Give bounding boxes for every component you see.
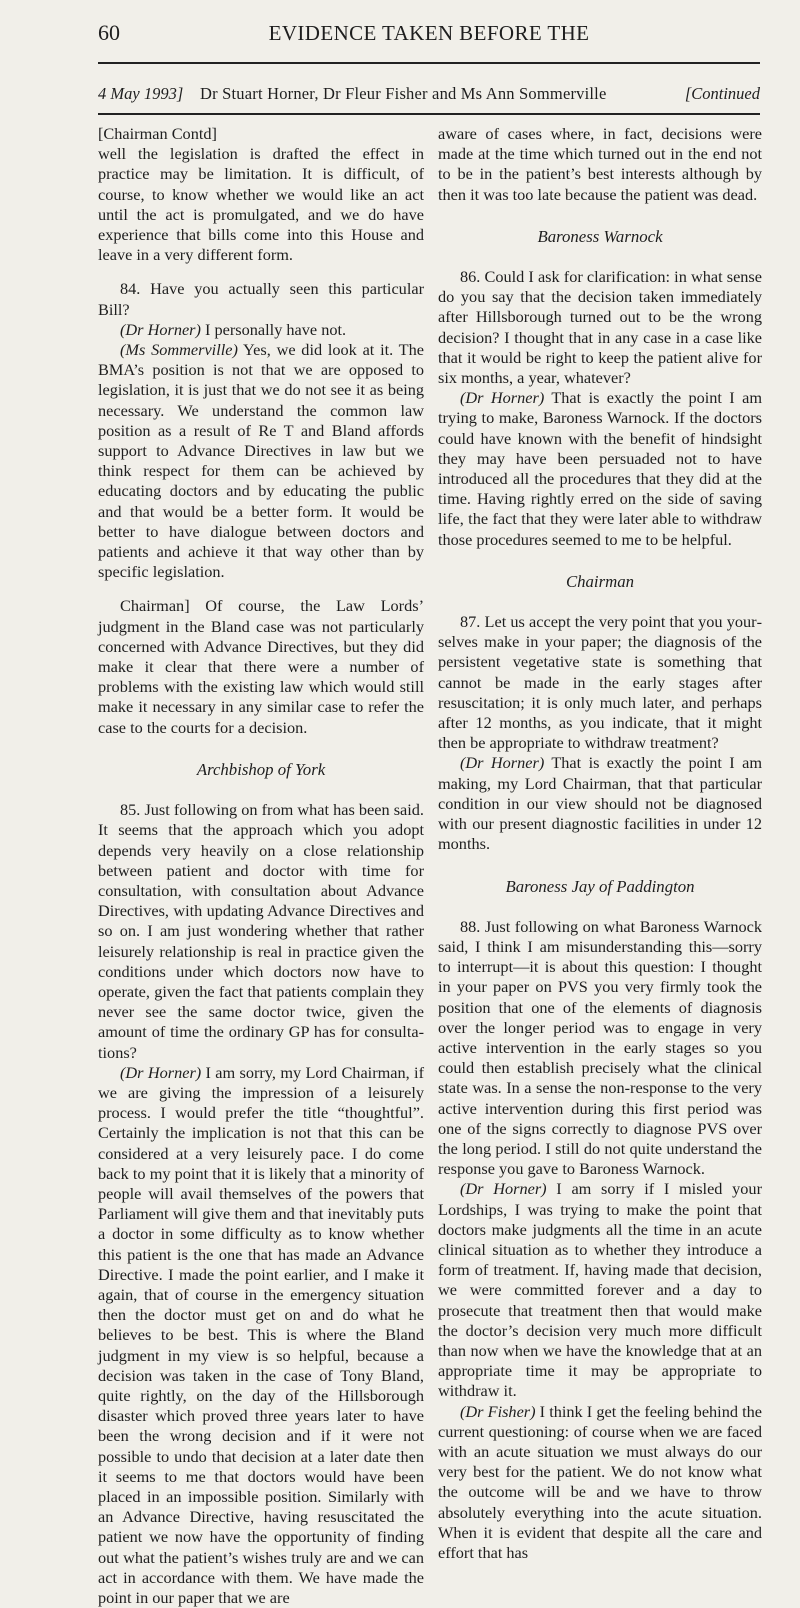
speaker-heading: Chairman (565, 571, 635, 591)
speaker-heading: Archbishop of York (196, 759, 326, 779)
question-84: 84. Have you actually seen this particular Bill? (98, 279, 424, 319)
speaker-label: (Dr Horner) (460, 388, 545, 408)
question-85: 85. Just following on from what has been said. It seems that the approach which you adopt depends very heavily on a close relationship between patient and doctor with time for consultation, with consultation about Advance Directives, with updating Advance Directives and so on. I am just wondering whether that rather leisurely relationship is real in practice given the conditions under which doctors now have to operate, given the fact that patients complain they never see the same doctor twice, given the amount of time the ordinary GP has for consultations? (98, 800, 424, 1062)
speaker-label: (Dr Horner) (460, 753, 545, 773)
chairman-remark: Chairman] Of course, the Law Lords’ judgment in the Bland case was not particularly concerned with Advance Directives, but they did make it clear that there were a number of problems with the existing law which would still make it necessary in any similar case to refer the case to the courts for a decision. (98, 596, 424, 737)
answer-paragraph (438, 1179, 762, 1401)
answer-text: That is exactly the point I am making, my Lord Chairman, that that particular condition in our view should not be diagnosed with our present diagnostic facilities in under 12 months. (438, 753, 762, 854)
session-header (98, 84, 760, 108)
answer-text: I personally have not. (200, 319, 347, 339)
answer-paragraph (438, 1402, 762, 1564)
session-date: 4 May 1993] (98, 84, 184, 103)
answer-paragraph (438, 753, 762, 854)
speaker-label: (Dr Horner) (120, 319, 201, 339)
running-header (98, 20, 760, 48)
answer-text: That is exactly the point I am trying to make, Baroness Warnock. If the doctors could have known with the benefit of hindsight they may have been persuaded not to have introduced all the procedures that they did at the time. Having rightly erred on the side of saving life, the fact that they were later able to withdraw those procedures seemed to me to be helpful. (438, 388, 762, 549)
continued-label: [Continued (684, 84, 760, 103)
answer-paragraph (438, 388, 762, 550)
question-87: 87. Let us accept the very point that you yourselves make in your paper; the diagnosis of the persistent vegetative state is something that cannot be made in the early stages after resuscitation; it is only much later, and perhaps after 12 months, as you indicate, that it might then be appropriate to withdraw treatment? (438, 612, 762, 753)
speaker-heading: Baroness Warnock (537, 226, 663, 246)
answer-text: I am sorry, my Lord Chairman, if we are giving the impression of a leisurely process. I would prefer the title “thoughtful”. Certainly the implication is not that this can be considered at a very leisurely pace. I do come back to my point that it is likely that a minority of people will avail themselves of the powers that Parliament will give them and that inevitably puts a doctor in some difficulty as to know whether this patient is the one that has made an Advance Directive. I made the point earlier, and I make it again, that of course in the emergency situation then the doctor must get on and do what he believes to be best. This is where the Bland judgment in my view is so helpful, because a decision was taken in the case of Tony Bland, quite rightly, on the day of the Hillsborough disaster which proved three years later to have been the wrong decision and if it were not possible to undo that decision at a later date then it seems to me that doctors would have been placed in an impossible position. Similarly with an Advance Directive, having resuscitated the patient we now have the opportunity of finding out what the patient’s wishes truly are and we can act in accordance with them. We have made the point in our paper that we are (98, 1062, 424, 1608)
question-88: 88. Just following on what Baroness Warnock said, I think I am misunderstanding this—sorry to interrupt—it is about this question: I thought in your paper on PVS you very firmly took the position that one of the elements of diagnosis over the longer period was to engage in very active intervention in the early stages so you could then establish precisely what the clinical state was. In a sense the non-response to the very active intervention during this first period was one of the signs correctly to diagnose PVS over the long period. I still do not quite understand the response you gave to Baroness Warnock. (438, 916, 762, 1179)
answer-text: Yes, we did look at it. The BMA’s position is not that we are opposed to legislation, it is just that we do not see it as being necessary. We understand the common law position as a result of Re T and Bland affords support to Advance Directives in law but we think respect for them can be achieved by educating doctors and by educating the public and that would be a better form. It would be better to have dialogue between doctors and patients and achieve it that way other than by specific legislation. (98, 340, 424, 582)
header-rule-top (98, 62, 760, 64)
speaker-heading: Baroness Jay of Paddington (505, 876, 695, 896)
paragraph: well the legislation is drafted the effect in practice may be limitation. It is difficult, of course, to know whether we would like an act until the act is promulgated, and we do have experience that bills come into this House and leave in a very different form. (98, 144, 424, 265)
paragraph: aware of cases where, in fact, decisions were made at the time which turned out in the end not to be in the patient’s best interests although by then it was too late because the patient was dead. (438, 124, 762, 204)
answer-text: I think I get the feeling behind the current questioning: of course when we are faced with an acute situation we must always do our very best for the patient. We do not know what the outcome will be and we have to throw absolutely everything into the acute situation. When it is evident that despite all the care and effort that has (438, 1401, 762, 1562)
answer-paragraph (98, 340, 424, 582)
question-86: 86. Could I ask for clarification: in what sense do you say that the decision taken immediately after Hillsborough turned out to be the wrong decision? I thought that in any case in a case like that it would be right to keep the patient alive for six months, a year, whatever? (438, 267, 762, 388)
answer-paragraph (98, 320, 424, 340)
right-column (438, 124, 762, 1563)
left-column (98, 124, 424, 1608)
header-rule-bottom (98, 113, 760, 115)
speaker-label: (Ms Sommerville) (120, 340, 238, 360)
contd-label: [Chairman Contd] (98, 124, 217, 143)
running-title: EVIDENCE TAKEN BEFORE THE (268, 21, 590, 45)
speaker-label: (Dr Horner) (460, 1179, 547, 1199)
witness-names: Dr Stuart Horner, Dr Fleur Fisher and Ms Ann Sommerville (200, 84, 607, 103)
speaker-label: (Dr Fisher) (460, 1401, 536, 1421)
page-number: 60 (98, 20, 120, 45)
speaker-label: (Dr Horner) (120, 1062, 202, 1082)
answer-paragraph (98, 1063, 424, 1608)
answer-text: I am sorry if I misled your Lordships, I was trying to make the point that doctors make judgments all the time in an acute clinical situation as to whether they introduce a form of treatment. If, having made that decision, we were committed forever and a day to prosecute that treatment then that would make the doctor’s decision very much more difficult than now when we have the knowledge that at an appropriate time it may be appropriate to withdraw it. (438, 1179, 762, 1401)
